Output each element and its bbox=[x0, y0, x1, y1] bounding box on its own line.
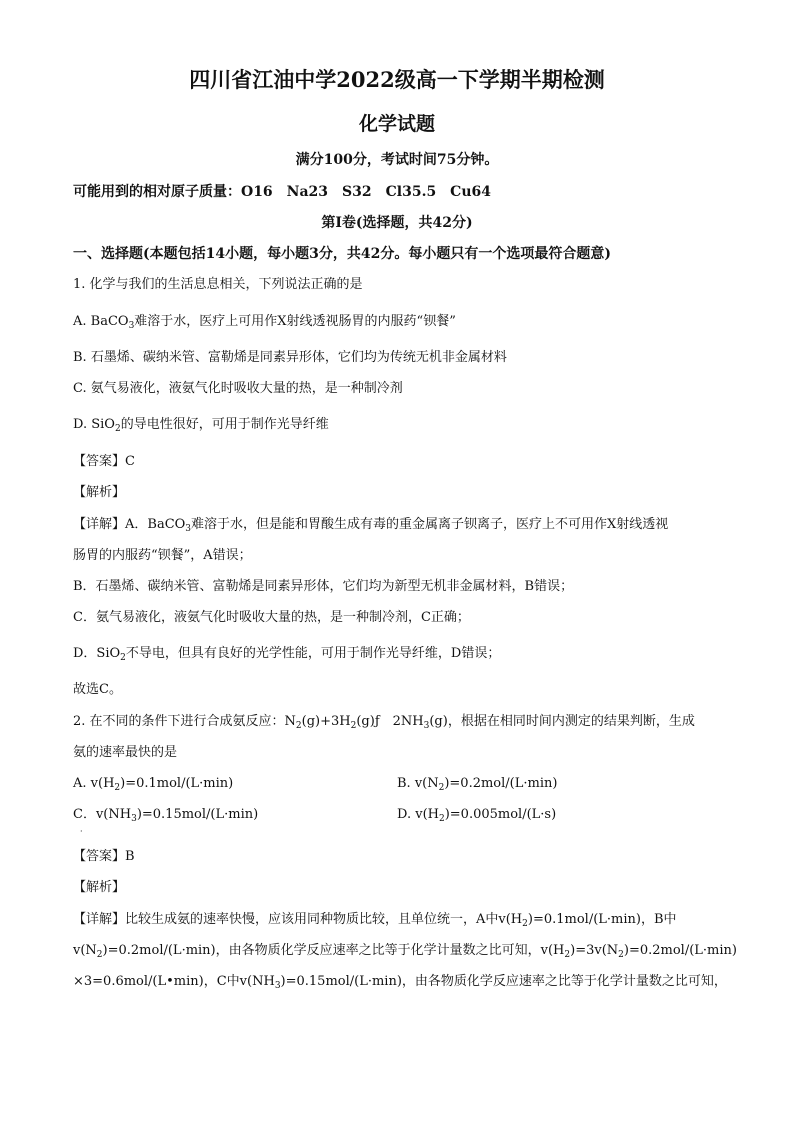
question-2-stem-line-2: 氨的速率最快的是 bbox=[73, 745, 178, 760]
question-2-analysis-label: 【解析】 bbox=[73, 880, 126, 895]
question-2-option-a: A. $v(H_2)=0.1mol/(L\cdot\min)$ bbox=[73, 776, 234, 793]
question-1-detail-line-5: D．SiO$_2$不导电，但具有良好的光学性能，可用于制作光导纤维，D错误； bbox=[73, 646, 501, 663]
question-1-stem: 1. 化学与我们的生活息息相关，下列说法正确的是 bbox=[73, 277, 363, 292]
question-1-answer: 【答案】C bbox=[73, 454, 135, 469]
question-2-detail-line-2: $v(N_2)=0.2mol/(L\cdot\min)$，由各物质化学反应速率之比等于化学计量数之比可知，$v(H_2)=3v(N_2)=0.2mol/(L\cdot\min)$ bbox=[73, 943, 737, 960]
question-1-option-c: C. 氨气易液化，液氨气化时吸收大量的热，是一种制冷剂 bbox=[73, 381, 403, 396]
question-1-option-b: B. 石墨烯、碳纳米管、富勒烯是同素异形体，它们均为传统无机非金属材料 bbox=[73, 350, 507, 365]
exam-subtitle: 化学试题 bbox=[358, 113, 435, 135]
exam-title: 四川省江油中学2022级高一下学期半期检测 bbox=[189, 67, 605, 92]
atomic-mass-note: 可能用到的相对原子质量：O16 Na23 S32 Cl35.5 Cu64 bbox=[73, 184, 491, 200]
stray-dot-mark: · bbox=[80, 827, 83, 836]
question-2-answer: 【答案】B bbox=[73, 849, 135, 864]
question-1-detail-line-4: C．氨气易液化，液氨气化时吸收大量的热，是一种制冷剂，C正确； bbox=[73, 610, 470, 625]
question-2-option-d: D. $v(H_2)=0.005mol/(L\cdot s)$ bbox=[397, 807, 557, 824]
question-2-detail-line-1: 【详解】比较生成氨的速率快慢，应该用同种物质比较，且单位统一，A中$v(H_2)=0.1mol/(L\cdot\min)$，B中 bbox=[73, 912, 677, 929]
question-1-option-a: A. BaCO$_3$难溶于水，医疗上可用作X射线透视肠胃的内服药“钡餐” bbox=[73, 314, 456, 331]
question-1-detail-line-1: 【详解】A．BaCO$_3$难溶于水，但是能和胃酸生成有毒的重金属离子钡离子，医疗上不可用作X射线透视 bbox=[73, 517, 669, 534]
question-1-conclusion: 故选C。 bbox=[73, 682, 122, 697]
question-1-detail-line-3: B．石墨烯、碳纳米管、富勒烯是同素异形体，它们均为新型无机非金属材料，B错误； bbox=[73, 579, 574, 594]
section-heading: 一、选择题(本题包括14小题，每小题3分，共42分。每小题只有一个选项最符合题意) bbox=[73, 246, 611, 262]
question-2-option-b: B. $v(N_2)=0.2mol/(L\cdot\min)$ bbox=[397, 776, 558, 793]
score-time-note: 满分100分，考试时间75分钟。 bbox=[295, 152, 499, 168]
part-heading: 第I卷(选择题，共42分) bbox=[321, 215, 473, 231]
question-1-option-d: D. SiO$_2$的导电性很好，可用于制作光导纤维 bbox=[73, 417, 329, 434]
question-2-stem-line-1: 2. 在不同的条件下进行合成氨反应：$N_2(g)+3H_2(g)ƒ$ $2NH_3(g)$，根据在相同时间内测定的结果判断，生成 bbox=[73, 714, 695, 731]
question-1-analysis-label: 【解析】 bbox=[73, 485, 126, 500]
question-2-detail-line-3: ×3=0.6mol/(L•min)，C中$v(NH_3)=0.15mol/(L\cdot\min)$，由各物质化学反应速率之比等于化学计量数之比可知， bbox=[73, 974, 727, 991]
question-1-detail-line-2: 肠胃的内服药“钡餐”，A错误； bbox=[73, 548, 252, 563]
question-2-option-c: C．$v(NH_3)=0.15mol/(L\cdot\min)$ bbox=[73, 807, 259, 824]
